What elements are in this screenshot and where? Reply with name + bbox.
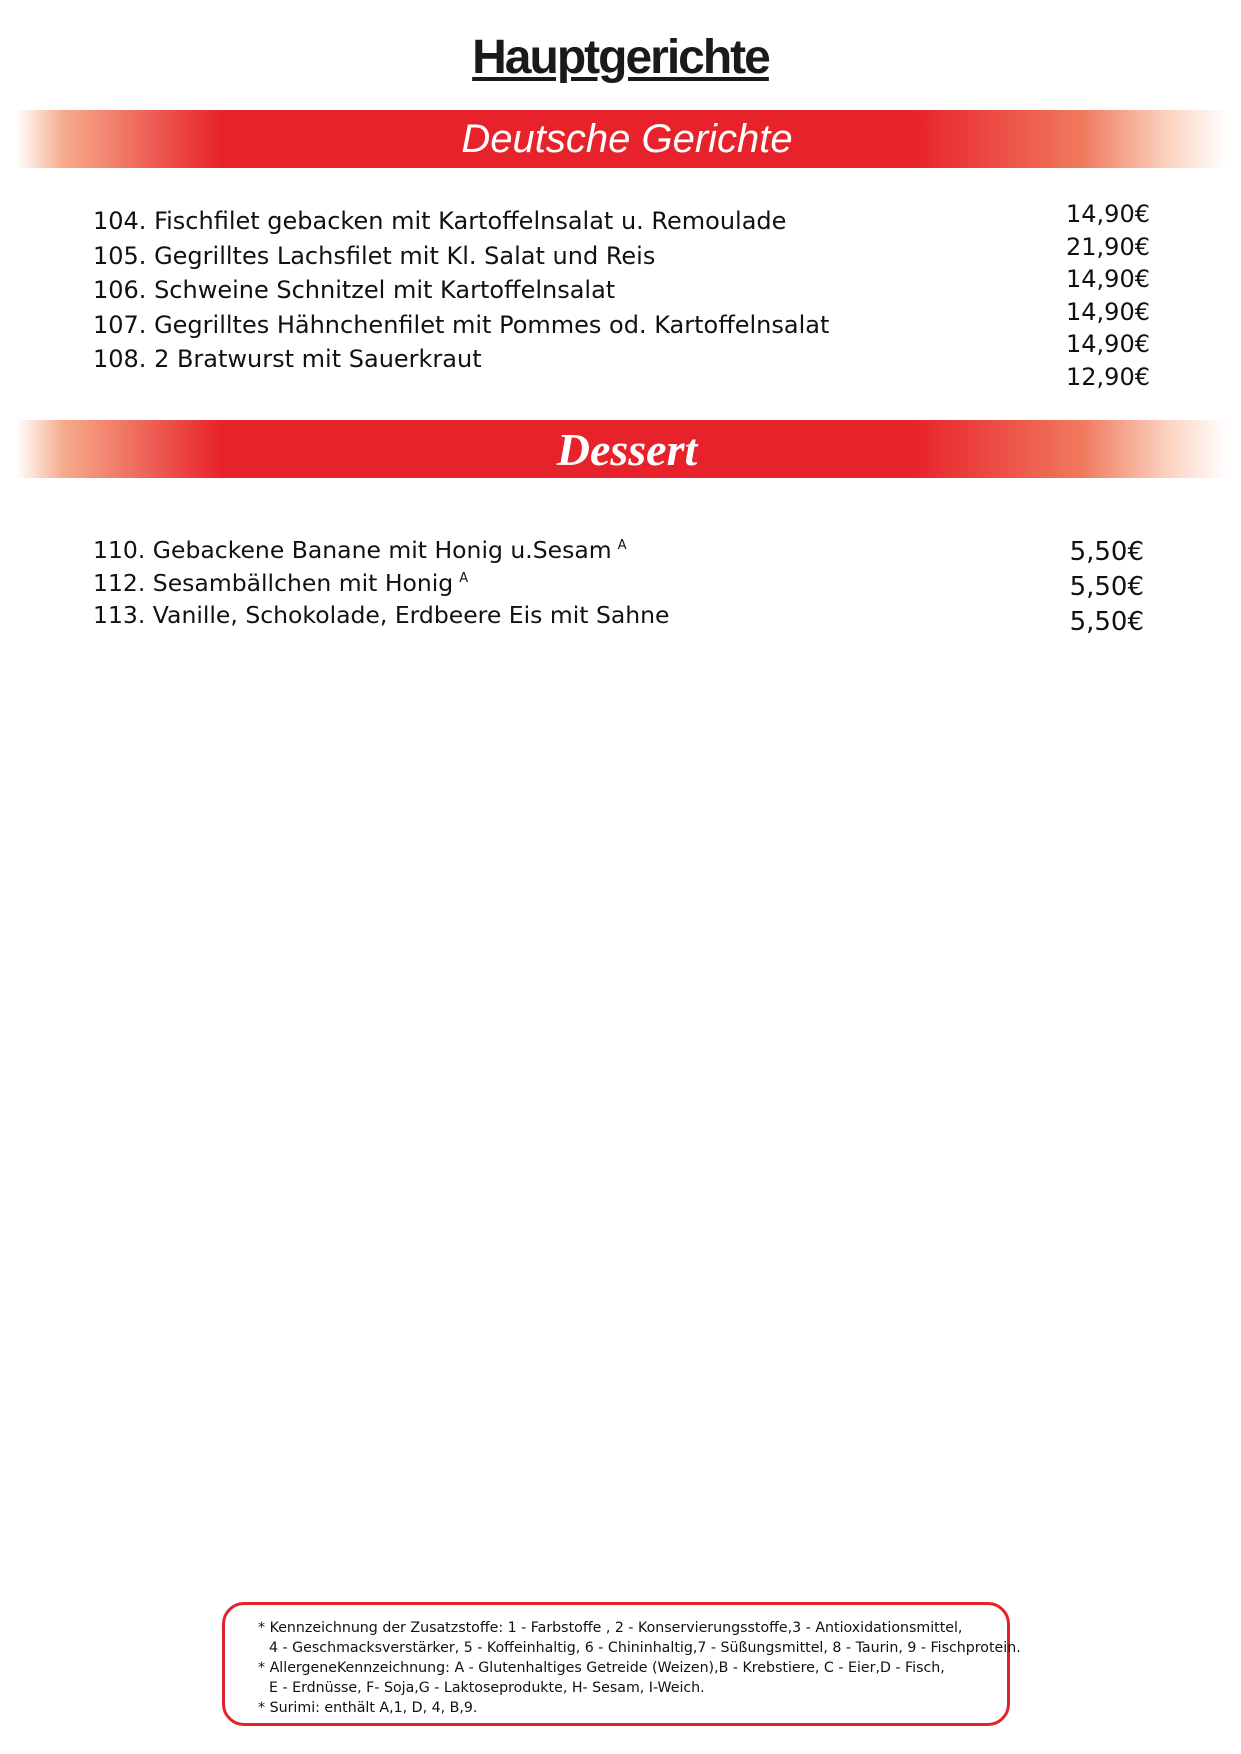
footnote-line: 4 - Geschmacksverstärker, 5 - Koffeinhaltig, 6 - Chininhaltig,7 - Süßungsmittel, 8 - Taurin, 9 - Fischprotein. [269, 1640, 1021, 1656]
menu-item: 107. Gegrilltes Hähnchenfilet mit Pommes od. Kartoffelnsalat [93, 310, 830, 339]
menu-price: 14,90€ [1066, 297, 1150, 326]
menu-price: 14,90€ [1066, 200, 1150, 228]
menu-price: 21,90€ [1066, 232, 1150, 261]
menu-price: 5,50€ [1069, 537, 1144, 567]
menu-price: 5,50€ [1069, 607, 1144, 637]
menu-price: 14,90€ [1066, 330, 1150, 358]
menu-item: 104. Fischfilet gebacken mit Kartoffelnsalat u. Remoulade [93, 207, 787, 235]
section-header-deutsche-gerichte [16, 110, 1228, 168]
menu-item [93, 530, 893, 563]
allergen-marker: A [459, 570, 469, 586]
menu-price: 12,90€ [1066, 362, 1150, 391]
menu-item: 106. Schweine Schnitzel mit Kartoffelnsalat [93, 276, 616, 304]
footnote-line: * AllergeneKennzeichnung: A - Glutenhaltiges Getreide (Weizen),B - Krebstiere, C - Eier,D - Fisch, [258, 1660, 945, 1676]
price-list-deutsche-gerichte [1040, 198, 1150, 393]
menu-item: 105. Gegrilltes Lachsfilet mit Kl. Salat und Reis [93, 241, 656, 270]
menu-item [93, 595, 893, 628]
menu-price: 14,90€ [1066, 265, 1150, 293]
page-title [0, 30, 1241, 85]
menu-list-deutsche-gerichte [93, 204, 893, 377]
menu-list-dessert [93, 530, 893, 628]
section-title-deutsche-gerichte: Deutsche Gerichte [461, 116, 793, 161]
menu-item-label: 113. Vanille, Schokolade, Erdbeere Eis mit Sahne [93, 601, 670, 629]
footnote-line: E - Erdnüsse, F- Soja,G - Laktoseprodukte, H- Sesam, I-Weich. [269, 1680, 705, 1696]
section-title-dessert: Dessert [556, 423, 698, 475]
menu-item: 108. 2 Bratwurst mit Sauerkraut [93, 345, 482, 373]
menu-price: 5,50€ [1069, 572, 1144, 602]
menu-item-label: 110. Gebackene Banane mit Honig u.Sesam [93, 536, 612, 564]
page-title-text: Hauptgerichte [472, 31, 769, 84]
menu-item [93, 563, 893, 596]
section-header-dessert [16, 420, 1228, 478]
footnote-line: * Kennzeichnung der Zusatzstoffe: 1 - Farbstoffe , 2 - Konservierungsstoffe,3 - Antioxidationsmittel, [258, 1620, 963, 1636]
price-list-dessert [1034, 535, 1144, 640]
footnote-box [222, 1602, 1021, 1726]
footnote-line: * Surimi: enthält A,1, D, 4, B,9. [258, 1700, 478, 1716]
allergen-marker: A [617, 538, 627, 553]
menu-item-label: 112. Sesambällchen mit Honig [93, 568, 454, 597]
